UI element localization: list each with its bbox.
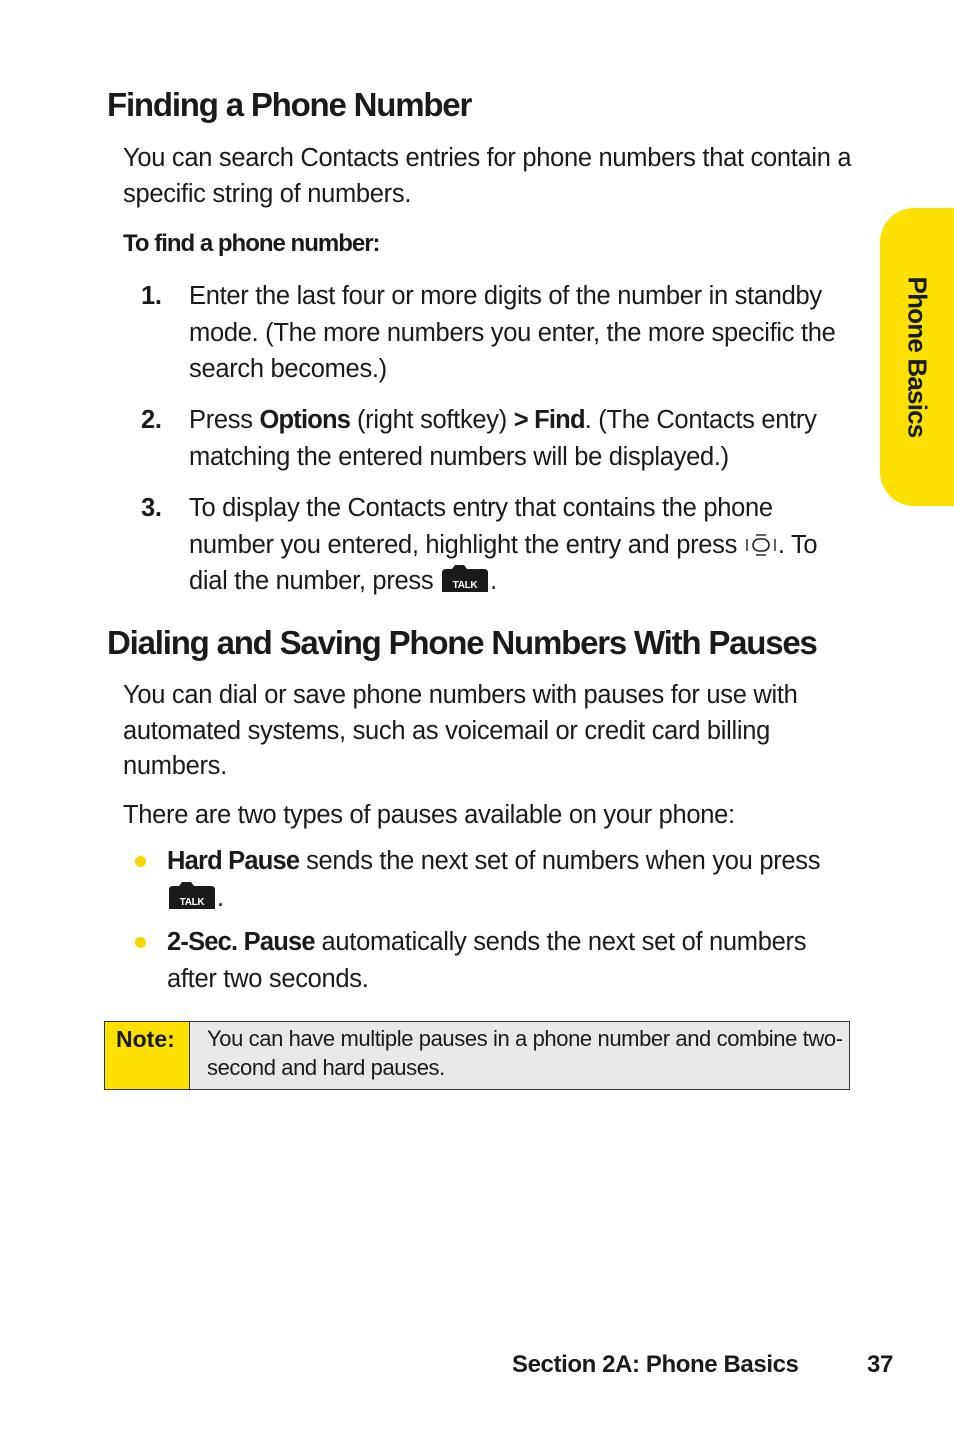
nav-key-icon <box>744 533 778 557</box>
note-label: Note: <box>105 1022 190 1089</box>
step-text: Enter the last four or more digits of the number in standby mode. (The more numbers you enter, the more specific the search becomes.) <box>189 282 836 383</box>
chapter-side-tab <box>880 208 954 506</box>
page-number: 37 <box>867 1351 893 1378</box>
find-menu-label: > Find <box>513 406 585 434</box>
talk-key-icon <box>167 881 217 912</box>
bullet-2sec-pause <box>135 924 850 997</box>
step-number: 1. <box>141 282 162 310</box>
procedure-subheading: To find a phone number: <box>123 230 380 257</box>
step-number: 3. <box>141 494 162 522</box>
bullet-text: Hard Pause sends the next set of numbers when you press TALK . <box>167 847 821 912</box>
step-2 <box>141 402 851 475</box>
bullet-dot-icon <box>135 937 146 948</box>
section-title-pauses: Dialing and Saving Phone Numbers With Pauses <box>107 624 817 661</box>
step-1 <box>141 278 851 388</box>
bullet-hard-pause <box>135 843 850 916</box>
bullet-dot-icon <box>135 856 146 867</box>
step-number: 2. <box>141 406 162 434</box>
footer-section-label: Section 2A: Phone Basics <box>512 1351 799 1378</box>
bullet-term: 2-Sec. Pause <box>167 928 315 956</box>
section-title-finding: Finding a Phone Number <box>107 86 472 123</box>
note-text: You can have multiple pauses in a phone number and combine two-second and hard pauses. <box>190 1022 849 1089</box>
section-intro-pauses: You can dial or save phone numbers with pauses for use with automated systems, such as voicemail or credit card billing numbers. <box>123 681 798 780</box>
note-box <box>104 1021 850 1090</box>
pause-types-intro: There are two types of pauses available on your phone: <box>123 801 735 829</box>
section-intro-finding: You can search Contacts entries for phone numbers that contain a specific string of numbers. <box>123 144 852 208</box>
step-text: To display the Contacts entry that contains the phone number you entered, highlight the entry and press . To dial the number, press TALK . <box>189 494 818 595</box>
svg-text:TALK: TALK <box>452 580 478 591</box>
talk-key-icon <box>440 564 490 595</box>
step-text: Press Options (right softkey) > Find. (The Contacts entry matching the entered numbers will be displayed.) <box>189 406 817 471</box>
svg-text:TALK: TALK <box>179 896 205 908</box>
options-key-label: Options <box>259 406 351 434</box>
side-tab-label: Phone Basics <box>902 276 933 438</box>
step-3 <box>141 490 851 600</box>
bullet-term: Hard Pause <box>167 847 300 875</box>
bullet-text: 2-Sec. Pause automatically sends the next set of numbers after two seconds. <box>167 928 807 993</box>
